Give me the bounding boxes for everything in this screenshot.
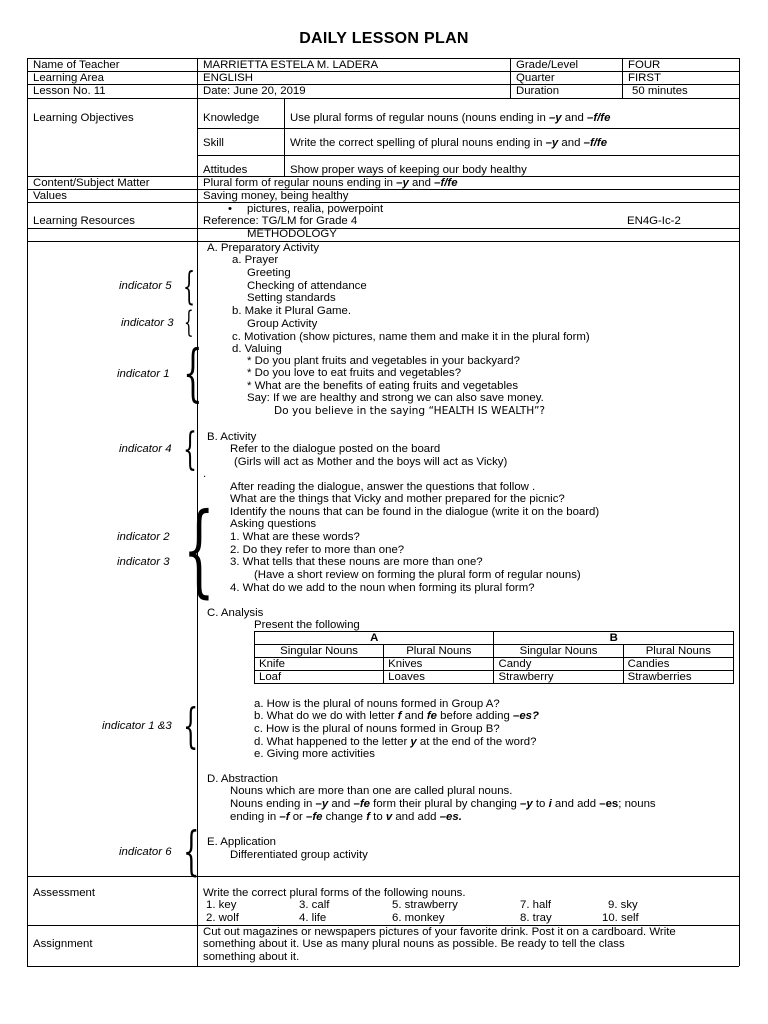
competency-code: EN4G-Ic-2	[627, 215, 681, 227]
abstraction-line: ending in –f or –fe change f to v and add –es.	[230, 811, 462, 823]
assessment-item: 1. key	[206, 899, 237, 911]
resource-item: pictures, realia, powerpoint	[247, 203, 384, 215]
rule	[622, 58, 623, 98]
reference-text: Reference: TG/LM for Grade 4	[203, 215, 358, 227]
indicator-label: indicator 5	[119, 280, 172, 292]
table-cell: Knives	[384, 658, 494, 671]
bullet-icon: •	[228, 203, 232, 215]
brace-icon: {	[183, 424, 197, 475]
table-cell: Knife	[255, 658, 384, 671]
activity-line: 2. Do they refer to more than one?	[230, 544, 405, 556]
table-cell: Candy	[494, 658, 623, 671]
rule	[284, 98, 285, 176]
assessment-item: 8. tray	[520, 912, 552, 924]
table-row	[255, 658, 734, 671]
indicator-label: indicator 1	[117, 368, 170, 380]
assessment-item: 7. half	[520, 899, 552, 911]
assignment-line: Cut out magazines or newspapers pictures of your favorite drink. Post it on a cardboard. Write	[203, 926, 676, 938]
brace-icon: {	[183, 491, 215, 608]
assessment-item: 10. self	[602, 912, 639, 924]
lesson-date: Date: June 20, 2019	[203, 85, 306, 97]
rule	[197, 155, 739, 156]
rule	[27, 241, 739, 242]
prep-line: Checking of attendance	[247, 280, 367, 292]
indicator-label: indicator 6	[119, 846, 172, 858]
table-column-header: Singular Nouns	[494, 645, 623, 658]
abstraction-line: Nouns which are more than one are called plural nouns.	[230, 785, 513, 797]
lesson-label: Lesson No. 11	[33, 85, 106, 97]
attitudes-label: Attitudes	[203, 164, 248, 176]
prep-line: * What are the benefits of eating fruits and vegetables	[247, 380, 519, 392]
rule	[197, 128, 739, 129]
indicator-label: indicator 1 &3	[102, 720, 172, 732]
prep-line: Setting standards	[247, 292, 336, 304]
assessment-item: 4. life	[299, 912, 327, 924]
table-cell: Loaf	[255, 671, 384, 684]
activity-line: Identify the nouns that can be found in the dialogue (write it on the board)	[230, 506, 600, 518]
abstraction-line: Nouns ending in –y and –fe form their plural by changing –y to i and add –es; nouns	[230, 798, 656, 810]
table-row	[255, 671, 734, 684]
knowledge-label: Knowledge	[203, 112, 260, 124]
indicator-label: indicator 3	[121, 317, 174, 329]
abstraction-heading: D. Abstraction	[207, 773, 278, 785]
values-label: Values	[33, 190, 67, 202]
analysis-question: b. What do we do with letter f and fe before adding –es?	[254, 710, 539, 722]
analysis-question: c. How is the plural of nouns formed in Group B?	[254, 723, 500, 735]
content-text: Plural form of regular nouns ending in –y and –f/fe	[203, 177, 458, 189]
knowledge-text: Use plural forms of regular nouns (nouns ending in –y and –f/fe	[290, 112, 611, 124]
content-label: Content/Subject Matter	[33, 177, 150, 189]
brace-icon: {	[183, 822, 200, 882]
skill-label: Skill	[203, 137, 224, 149]
table-group-header: A	[255, 632, 494, 645]
grade-label: Grade/Level	[516, 59, 579, 71]
assignment-line: something about it. Use as many plural nouns as possible. Be ready to tell the class	[203, 938, 625, 950]
table-row	[255, 645, 734, 658]
skill-text: Write the correct spelling of plural nouns ending in –y and –f/fe	[290, 137, 608, 149]
analysis-question: e. Giving more activities	[254, 748, 375, 760]
area-label: Learning Area	[33, 72, 104, 84]
prep-line: d. Valuing	[232, 343, 282, 355]
table-group-header: B	[494, 632, 734, 645]
grade-value: FOUR	[628, 59, 661, 71]
rule	[739, 58, 740, 966]
quarter-value: FIRST	[628, 72, 661, 84]
assessment-instruction: Write the correct plural forms of the following nouns.	[203, 887, 466, 899]
teacher-label: Name of Teacher	[33, 59, 120, 71]
activity-line: Asking questions	[230, 518, 317, 530]
prep-line: Greeting	[247, 267, 291, 279]
noun-table	[254, 631, 734, 684]
assessment-item: 3. calf	[299, 899, 330, 911]
assessment-item: 2. wolf	[206, 912, 239, 924]
rule	[27, 228, 739, 229]
teacher-name: MARRIETTA ESTELA M. LADERA	[203, 59, 379, 71]
table-column-header: Singular Nouns	[255, 645, 384, 658]
quarter-label: Quarter	[516, 72, 555, 84]
prep-line: c. Motivation (show pictures, name them and make it in the plural form)	[232, 331, 590, 343]
duration-label: Duration	[516, 85, 560, 97]
brace-icon: {	[184, 305, 194, 340]
indicator-label: indicator 3	[117, 556, 170, 568]
rule	[27, 98, 739, 99]
analysis-question: d. What happened to the letter y at the end of the word?	[254, 736, 537, 748]
rule	[27, 58, 28, 966]
objectives-label: Learning Objectives	[33, 112, 134, 124]
rule	[27, 876, 739, 877]
prep-heading: A. Preparatory Activity	[207, 242, 320, 254]
brace-icon: {	[183, 336, 203, 409]
analysis-heading: C. Analysis	[207, 607, 264, 619]
assignment-line: something about it.	[203, 951, 300, 963]
brace-icon: {	[183, 698, 199, 754]
resources-label: Learning Resources	[33, 215, 135, 227]
table-cell: Candies	[623, 658, 733, 671]
activity-line: 4. What do we add to the noun when forming its plural form?	[230, 582, 535, 594]
prep-line: Do you believe in the saying “HEALTH IS WEALTH”?	[274, 405, 546, 417]
prep-line: * Do you plant fruits and vegetables in your backyard?	[247, 355, 520, 367]
brace-icon: {	[183, 264, 196, 308]
activity-line: (Girls will act as Mother and the boys will act as Vicky)	[234, 456, 508, 468]
activity-line: What are the things that Vicky and mother prepared for the picnic?	[230, 493, 565, 505]
assessment-item: 5. strawberry	[392, 899, 458, 911]
prep-line: * Do you love to eat fruits and vegetables?	[247, 367, 462, 379]
analysis-question: a. How is the plural of nouns formed in Group A?	[254, 698, 500, 710]
table-cell: Loaves	[384, 671, 494, 684]
rule	[510, 58, 511, 98]
assignment-label: Assignment	[33, 938, 93, 950]
activity-line: Refer to the dialogue posted on the board	[230, 443, 441, 455]
prep-line: a. Prayer	[232, 254, 279, 266]
application-line: Differentiated group activity	[230, 849, 368, 861]
page-title: DAILY LESSON PLAN	[299, 30, 469, 47]
activity-line: 3. What tells that these nouns are more than one?	[230, 556, 483, 568]
assessment-item: 9. sky	[608, 899, 638, 911]
table-row	[255, 632, 734, 645]
table-column-header: Plural Nouns	[623, 645, 733, 658]
methodology-heading: METHODOLOGY	[247, 228, 337, 240]
attitudes-text: Show proper ways of keeping our body healthy	[290, 164, 527, 176]
activity-line: .	[203, 468, 207, 480]
rule	[27, 966, 739, 967]
indicator-label: indicator 4	[119, 443, 172, 455]
analysis-line: Present the following	[254, 619, 360, 631]
table-cell: Strawberry	[494, 671, 623, 684]
activity-line: After reading the dialogue, answer the questions that follow .	[230, 481, 536, 493]
area-value: ENGLISH	[203, 72, 254, 84]
duration-value: 50 minutes	[632, 85, 688, 97]
activity-line: 1. What are these words?	[230, 531, 360, 543]
assessment-item: 6. monkey	[392, 912, 445, 924]
prep-line: Say: If we are healthy and strong we can also save money.	[247, 392, 544, 404]
application-heading: E. Application	[207, 836, 277, 848]
table-cell: Strawberries	[623, 671, 733, 684]
prep-line: b. Make it Plural Game.	[232, 305, 352, 317]
indicator-label: indicator 2	[117, 531, 170, 543]
prep-line: Group Activity	[247, 318, 318, 330]
activity-heading: B. Activity	[207, 431, 257, 443]
values-text: Saving money, being healthy	[203, 190, 349, 202]
assessment-label: Assessment	[33, 887, 96, 899]
table-column-header: Plural Nouns	[384, 645, 494, 658]
activity-line: (Have a short review on forming the plural form of regular nouns)	[254, 569, 581, 581]
